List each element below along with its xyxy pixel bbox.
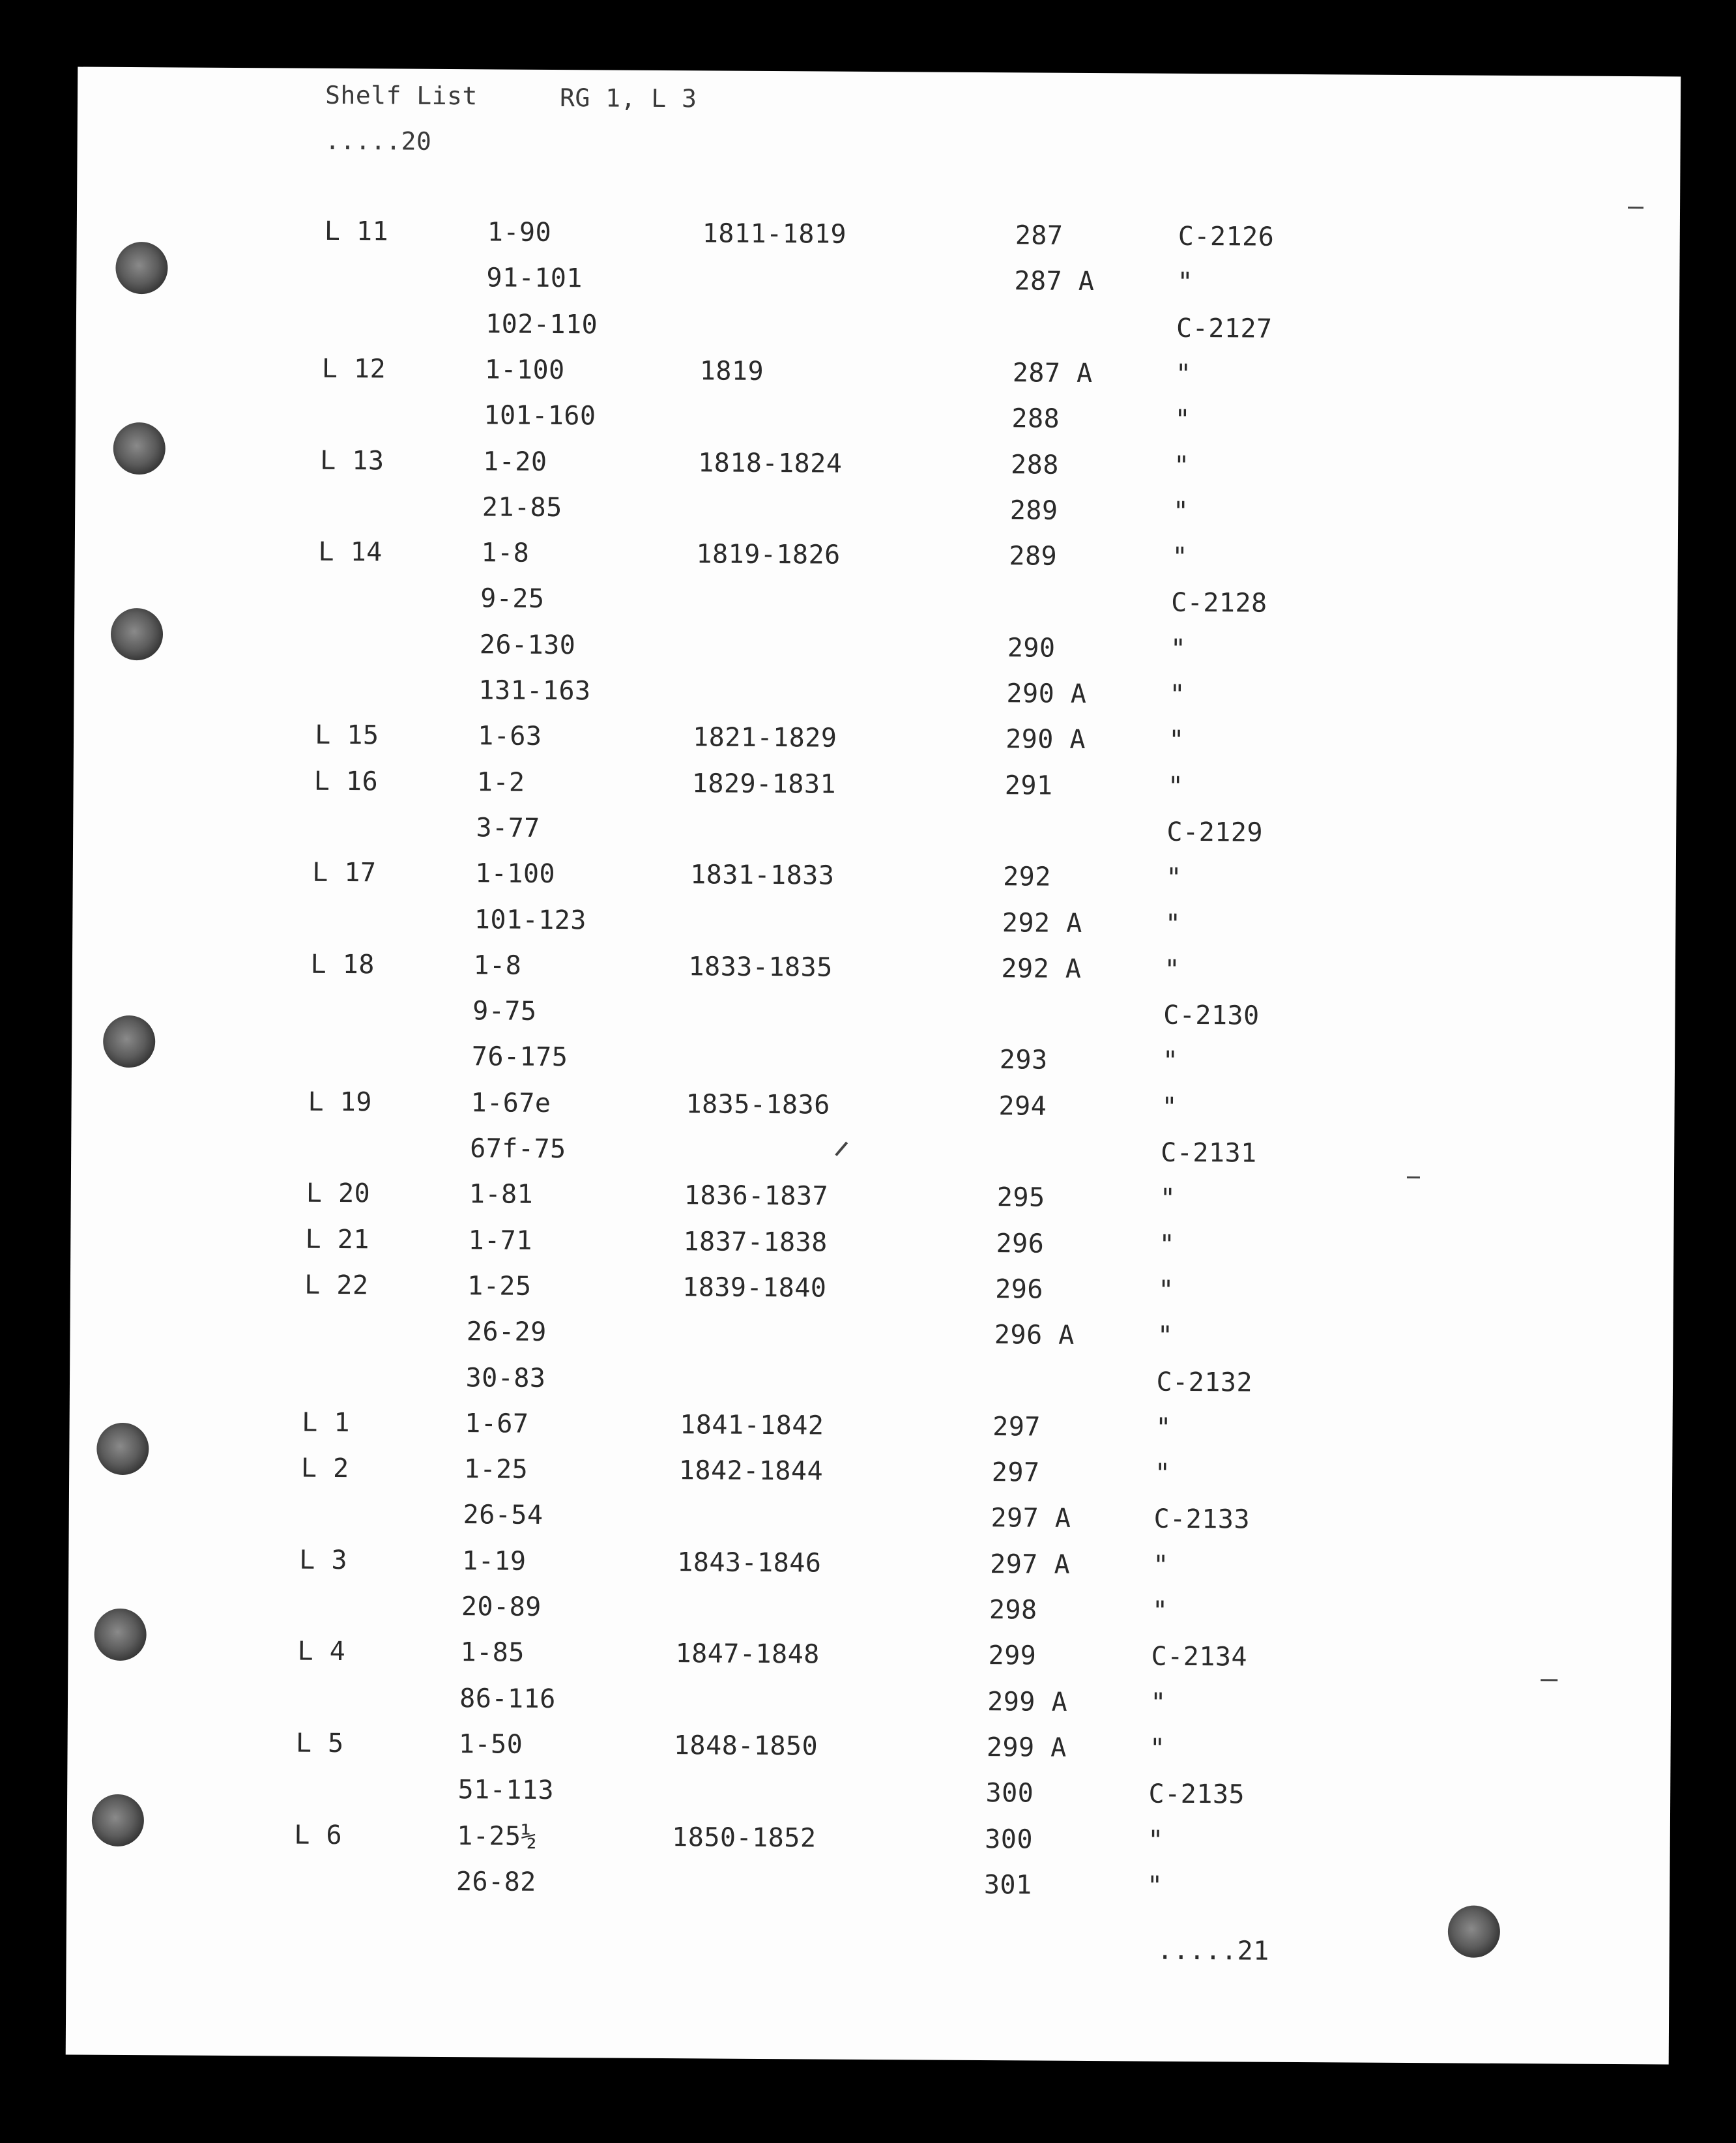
shelf-list-page [66, 67, 1681, 2065]
cartridge-cell: " [1174, 404, 1191, 435]
cartridge-cell: C-2131 [1161, 1137, 1257, 1169]
item-range-cell: 1-25 [463, 1454, 528, 1485]
item-range-cell: 1-71 [468, 1225, 533, 1256]
years-cell: 1850-1852 [672, 1822, 817, 1853]
cartridge-cell: C-2135 [1148, 1779, 1245, 1810]
punch-hole [1448, 1905, 1500, 1957]
punch-hole [92, 1794, 144, 1846]
item-range-cell: 101-160 [484, 400, 596, 431]
letterbook-cell: L 5 [295, 1728, 344, 1758]
item-range-cell: 1-67e [470, 1087, 551, 1118]
years-cell: 1821-1829 [693, 722, 837, 753]
volume-cell: 293 [999, 1045, 1048, 1076]
volume-cell: 294 [998, 1090, 1047, 1122]
punch-hole [111, 608, 163, 660]
cartridge-cell: " [1153, 1550, 1169, 1581]
cartridge-cell: " [1162, 1046, 1179, 1077]
cartridge-cell: " [1172, 542, 1189, 573]
cartridge-cell: C-2133 [1153, 1504, 1251, 1535]
cartridge-cell: C-2130 [1163, 1000, 1260, 1031]
volume-cell: 297 A [991, 1503, 1071, 1534]
item-range-cell: 21-85 [482, 492, 562, 523]
item-range-cell: 1-67 [465, 1408, 529, 1439]
volume-cell: 287 A [1012, 358, 1093, 388]
cartridge-cell: C-2127 [1176, 313, 1273, 344]
document-title: Shelf List [325, 80, 478, 111]
cartridge-cell: " [1154, 1458, 1171, 1489]
volume-cell: 301 [983, 1869, 1032, 1901]
years-cell: 1833-1835 [688, 952, 833, 983]
next-page-ref: .....21 [1157, 1935, 1269, 1966]
item-range-cell: 26-29 [466, 1317, 547, 1348]
item-range-cell: 1-19 [462, 1545, 527, 1577]
cartridge-cell: " [1150, 1687, 1166, 1718]
volume-cell: 289 [1009, 541, 1058, 572]
item-range-cell: 67f-75 [470, 1133, 566, 1165]
record-group: RG 1, L 3 [559, 83, 697, 113]
item-range-cell: 51-113 [457, 1775, 555, 1806]
cartridge-cell: " [1159, 1229, 1176, 1260]
cartridge-cell: " [1157, 1320, 1174, 1352]
years-cell: 1848-1850 [673, 1730, 818, 1762]
cartridge-cell: C-2129 [1166, 817, 1264, 848]
cartridge-cell: " [1146, 1871, 1163, 1901]
paper-mark [1628, 207, 1643, 209]
volume-cell: 290 A [1005, 724, 1086, 755]
letterbook-cell: L 4 [297, 1636, 346, 1667]
cartridge-cell: " [1169, 679, 1186, 710]
years-cell: 1839-1840 [682, 1272, 827, 1304]
item-range-cell: 1-20 [483, 446, 547, 477]
cartridge-cell: " [1149, 1733, 1166, 1764]
punch-hole [113, 422, 166, 474]
cartridge-cell: " [1158, 1275, 1174, 1305]
years-cell: 1829-1831 [691, 768, 837, 800]
punch-hole [96, 1423, 149, 1475]
letterbook-cell: L 15 [315, 720, 379, 751]
cartridge-cell: C-2134 [1151, 1641, 1248, 1672]
item-range-cell: 1-8 [473, 950, 522, 981]
cartridge-cell: " [1151, 1596, 1168, 1626]
paper-mark [1541, 1679, 1557, 1681]
item-range-cell: 30-83 [465, 1362, 546, 1393]
previous-page-ref: .....20 [325, 126, 432, 156]
years-cell: 1835-1836 [686, 1088, 830, 1120]
cartridge-cell: " [1170, 634, 1187, 664]
volume-cell: 296 [996, 1228, 1045, 1259]
punch-hole [94, 1609, 146, 1661]
letterbook-cell: L 22 [304, 1270, 369, 1301]
cartridge-cell: " [1167, 771, 1184, 802]
volume-cell: 296 [995, 1274, 1044, 1305]
item-range-cell: 26-82 [456, 1866, 536, 1897]
cartridge-cell: " [1165, 909, 1181, 939]
years-cell: 1847-1848 [675, 1639, 820, 1670]
item-range-cell: 1-85 [460, 1637, 525, 1669]
volume-cell: 300 [985, 1778, 1034, 1809]
cartridge-cell: " [1148, 1825, 1164, 1856]
volume-cell: 297 [992, 1411, 1041, 1442]
cartridge-cell: " [1168, 725, 1185, 756]
punch-hole [103, 1015, 155, 1068]
cartridge-cell: " [1173, 450, 1190, 481]
item-range-cell: 86-116 [459, 1683, 556, 1714]
letterbook-cell: L 13 [320, 445, 384, 476]
volume-cell: 287 [1015, 220, 1063, 251]
item-range-cell: 1-100 [484, 355, 565, 385]
paper-mark [835, 1142, 848, 1156]
cartridge-cell: C-2132 [1156, 1367, 1253, 1398]
letterbook-cell: L 12 [321, 353, 386, 385]
volume-cell: 298 [989, 1595, 1037, 1625]
item-range-cell: 1-50 [458, 1729, 523, 1760]
volume-cell: 299 [988, 1640, 1037, 1671]
volume-cell: 296 A [994, 1320, 1075, 1351]
letterbook-cell: L 17 [312, 857, 377, 888]
volume-cell: 299 A [986, 1732, 1067, 1763]
volume-cell: 288 [1011, 403, 1060, 434]
volume-cell: 297 [991, 1457, 1040, 1488]
item-range-cell: 20-89 [461, 1592, 542, 1622]
cartridge-cell: " [1159, 1183, 1176, 1214]
item-range-cell: 76-175 [471, 1042, 568, 1073]
item-range-cell: 1-100 [475, 858, 556, 890]
years-cell: 1836-1837 [684, 1180, 829, 1212]
volume-cell: 299 A [987, 1686, 1068, 1717]
volume-cell: 291 [1004, 770, 1053, 801]
item-range-cell: 91-101 [486, 263, 583, 294]
item-range-cell: 1-63 [478, 721, 542, 752]
years-cell: 1842-1844 [678, 1455, 824, 1487]
item-range-cell: 1-25½ [457, 1820, 538, 1852]
letterbook-cell: L 14 [318, 536, 383, 568]
item-range-cell: 9-25 [480, 583, 545, 615]
cartridge-cell: C-2128 [1171, 588, 1267, 619]
volume-cell: 290 A [1006, 678, 1087, 709]
cartridge-cell: " [1175, 358, 1192, 389]
volume-cell: 290 [1007, 632, 1056, 663]
letterbook-cell: L 2 [300, 1453, 349, 1484]
item-range-cell: 1-2 [476, 766, 525, 798]
item-range-cell: 101-123 [474, 904, 587, 935]
letterbook-cell: L 20 [306, 1178, 371, 1209]
years-cell: 1831-1833 [690, 860, 835, 891]
item-range-cell: 26-130 [479, 629, 576, 660]
volume-cell: 292 A [1002, 907, 1082, 939]
cartridge-cell: " [1166, 862, 1182, 894]
letterbook-cell: L 1 [302, 1407, 351, 1438]
volume-cell: 295 [996, 1182, 1045, 1213]
years-cell: 1819-1826 [696, 539, 841, 570]
item-range-cell: 1-81 [469, 1179, 534, 1210]
paper-mark [1407, 1176, 1420, 1178]
item-range-cell: 131-163 [478, 675, 591, 707]
item-range-cell: 1-8 [481, 538, 530, 568]
letterbook-cell: L 19 [308, 1086, 373, 1117]
volume-cell: 297 A [990, 1549, 1071, 1580]
punch-hole [115, 242, 167, 294]
cartridge-cell: " [1164, 954, 1181, 985]
volume-cell: 292 [1003, 862, 1052, 892]
volume-cell: 287 A [1014, 266, 1095, 297]
item-range-cell: 3-77 [476, 813, 540, 843]
years-cell: 1841-1842 [680, 1409, 824, 1441]
volume-cell: 289 [1009, 495, 1058, 526]
years-cell: 1837-1838 [683, 1226, 828, 1258]
letterbook-cell: L 21 [305, 1224, 370, 1255]
cartridge-cell: " [1155, 1412, 1172, 1443]
cartridge-cell: " [1161, 1092, 1178, 1122]
volume-cell: 300 [985, 1824, 1034, 1855]
volume-cell: 292 A [1001, 953, 1082, 984]
letterbook-cell: L 11 [324, 216, 389, 247]
volume-cell: 288 [1010, 449, 1060, 480]
letterbook-cell: L 18 [310, 949, 375, 980]
letterbook-cell: L 3 [299, 1545, 348, 1575]
years-cell: 1811-1819 [702, 218, 847, 250]
years-cell: 1818-1824 [698, 447, 843, 479]
cartridge-cell: " [1172, 496, 1189, 527]
years-cell: 1819 [699, 356, 764, 386]
item-range-cell: 102-110 [485, 308, 598, 340]
letterbook-cell: L 16 [313, 766, 379, 796]
letterbook-cell: L 6 [294, 1820, 343, 1850]
cartridge-cell: C-2126 [1178, 221, 1275, 252]
item-range-cell: 9-75 [472, 996, 537, 1027]
years-cell: 1843-1846 [677, 1547, 822, 1579]
item-range-cell: 26-54 [463, 1500, 543, 1531]
cartridge-cell: " [1177, 267, 1194, 298]
item-range-cell: 1-25 [467, 1271, 532, 1302]
item-range-cell: 1-90 [487, 217, 552, 248]
